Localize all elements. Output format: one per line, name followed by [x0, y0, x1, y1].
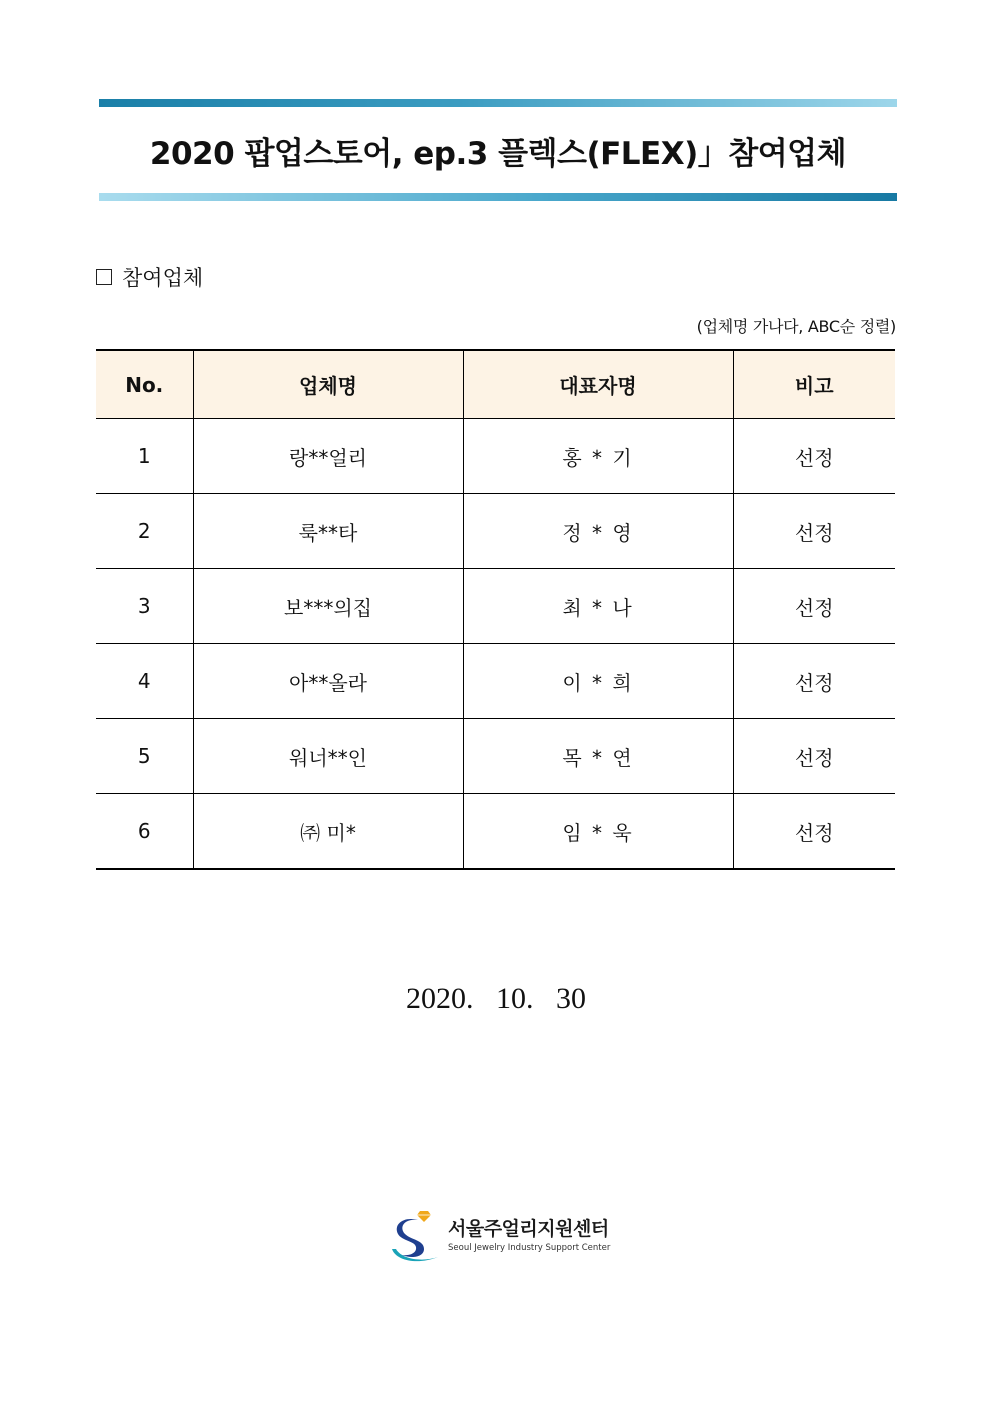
cell-note: 선정: [733, 644, 895, 719]
organization-logo: [388, 1207, 610, 1265]
cell-no: 1: [96, 419, 193, 494]
table-row: [96, 644, 895, 719]
cell-representative: 홍 * 기: [463, 419, 733, 494]
logo-emblem-icon: [388, 1207, 446, 1265]
cell-company: 보***의집: [193, 569, 463, 644]
section-heading: [96, 262, 203, 292]
cell-no: 5: [96, 719, 193, 794]
cell-representative: 목 * 연: [463, 719, 733, 794]
header-note: 비고: [733, 350, 895, 419]
cell-representative: 정 * 영: [463, 494, 733, 569]
header-company: 업체명: [193, 350, 463, 419]
cell-company: 아**올라: [193, 644, 463, 719]
cell-representative: 이 * 희: [463, 644, 733, 719]
cell-no: 6: [96, 794, 193, 870]
header-no: No.: [96, 350, 193, 419]
checkbox-icon: [96, 269, 112, 285]
cell-no: 3: [96, 569, 193, 644]
cell-company: 랑**얼리: [193, 419, 463, 494]
sort-note: (업체명 가나다, ABC순 정렬): [696, 317, 896, 336]
participants-table: [96, 349, 895, 870]
table-header-row: [96, 350, 895, 419]
cell-company: 룩**타: [193, 494, 463, 569]
cell-note: 선정: [733, 569, 895, 644]
logo-subtitle: Seoul Jewelry Industry Support Center: [448, 1243, 611, 1253]
table-row: [96, 419, 895, 494]
cell-note: 선정: [733, 494, 895, 569]
cell-representative: 임 * 욱: [463, 794, 733, 870]
table-row: [96, 494, 895, 569]
cell-no: 2: [96, 494, 193, 569]
cell-note: 선정: [733, 794, 895, 870]
cell-note: 선정: [733, 419, 895, 494]
cell-note: 선정: [733, 719, 895, 794]
cell-company: 워너**인: [193, 719, 463, 794]
cell-company: ㈜ 미*: [193, 794, 463, 870]
logo-name: 서울주얼리지원센터: [448, 1218, 609, 1240]
section-heading-label: 참여업체: [122, 266, 204, 290]
title-bottom-bar: [99, 193, 897, 201]
title-top-bar: [99, 99, 897, 107]
document-date: 2020. 10. 30: [406, 982, 586, 1015]
table-row: [96, 569, 895, 644]
document-title: 2020 팝업스토어, ep.3 플렉스(FLEX)」참여업체: [149, 136, 847, 172]
table-row: [96, 719, 895, 794]
cell-no: 4: [96, 644, 193, 719]
header-representative: 대표자명: [463, 350, 733, 419]
cell-representative: 최 * 나: [463, 569, 733, 644]
table-row: [96, 794, 895, 870]
